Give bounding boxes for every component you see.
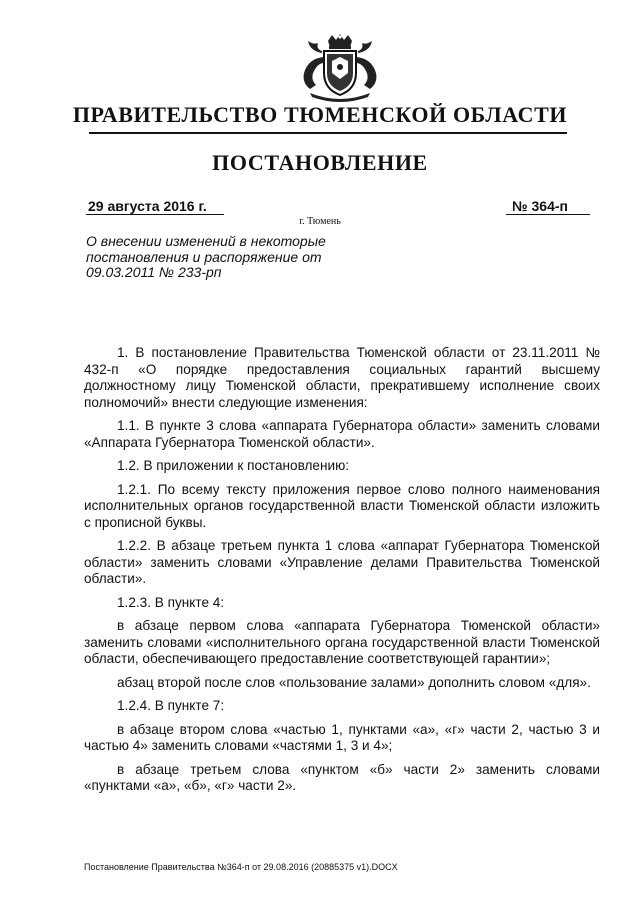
paragraph: в абзаце втором слова «частью 1, пунктами «а», «г» части 2, частью 3 и частью 4» заменить словами «частями 1, 3 и 4»; [84, 721, 600, 753]
document-body [84, 345, 600, 802]
date-underline [86, 214, 224, 215]
number-sign: № [512, 198, 528, 214]
paragraph: в абзаце третьем слова «пунктом «б» части 2» заменить словами «пунктами «а», «б», «г» части 2». [84, 761, 600, 793]
paragraph: 1.1. В пункте 3 слова «аппарата Губернатора области» заменить словами «Аппарата Губернатора Тюменской области». [84, 418, 600, 450]
file-footer: Постановление Правительства №364-п от 29.08.2016 (20885375 v1).DOCX [84, 862, 398, 872]
paragraph: 1.2.1. По всему тексту приложения первое слово полного наименования исполнительных органов государственной власти Тюменской области изложить с прописной буквы. [84, 481, 600, 530]
government-title: ПРАВИТЕЛЬСТВО ТЮМЕНСКОЙ ОБЛАСТИ [72, 102, 568, 127]
document-subject: О внесении изменений в некоторые постановления и распоряжение от 09.03.2011 № 233-рп [86, 233, 326, 280]
paragraph: в абзаце первом слова «аппарата Губернатора Тюменской области» заменить словами «исполнительного органа государственной власти Тюменской области, обеспечивающего предоставление соответствующей гарантии»; [84, 618, 600, 666]
paragraph: 1.2.2. В абзаце третьем пункта 1 слова «аппарат Губернатора Тюменской области» заменить словами «Управление делами Правительства Тюменской области». [84, 538, 600, 586]
title-divider [89, 132, 567, 134]
paragraph: 1. В постановление Правительства Тюменской области от 23.11.2011 № 432-п «О порядке предоставления социальных гарантий высшему должностному лицу Тюменской области, прекратившему исполнение своих полномочий» внести следующие изменения: [84, 345, 600, 410]
paragraph: абзац второй после слов «пользование залами» дополнить словом «для». [117, 674, 591, 690]
paragraph: 1.2. В приложении к постановлению: [117, 458, 350, 473]
paragraph: 1.2.4. В пункте 7: [117, 698, 225, 713]
crown-icon [328, 34, 352, 49]
coat-of-arms-emblem [296, 33, 384, 103]
paragraph: 1.2.3. В пункте 4: [117, 594, 225, 610]
document-number [512, 198, 568, 214]
document-date: 29 августа 2016 г. [88, 198, 207, 214]
number-value: 364-п [531, 198, 568, 214]
document-type-heading: ПОСТАНОВЛЕНИЕ [212, 150, 428, 175]
document-city: г. Тюмень [299, 216, 341, 227]
number-underline [506, 214, 590, 215]
